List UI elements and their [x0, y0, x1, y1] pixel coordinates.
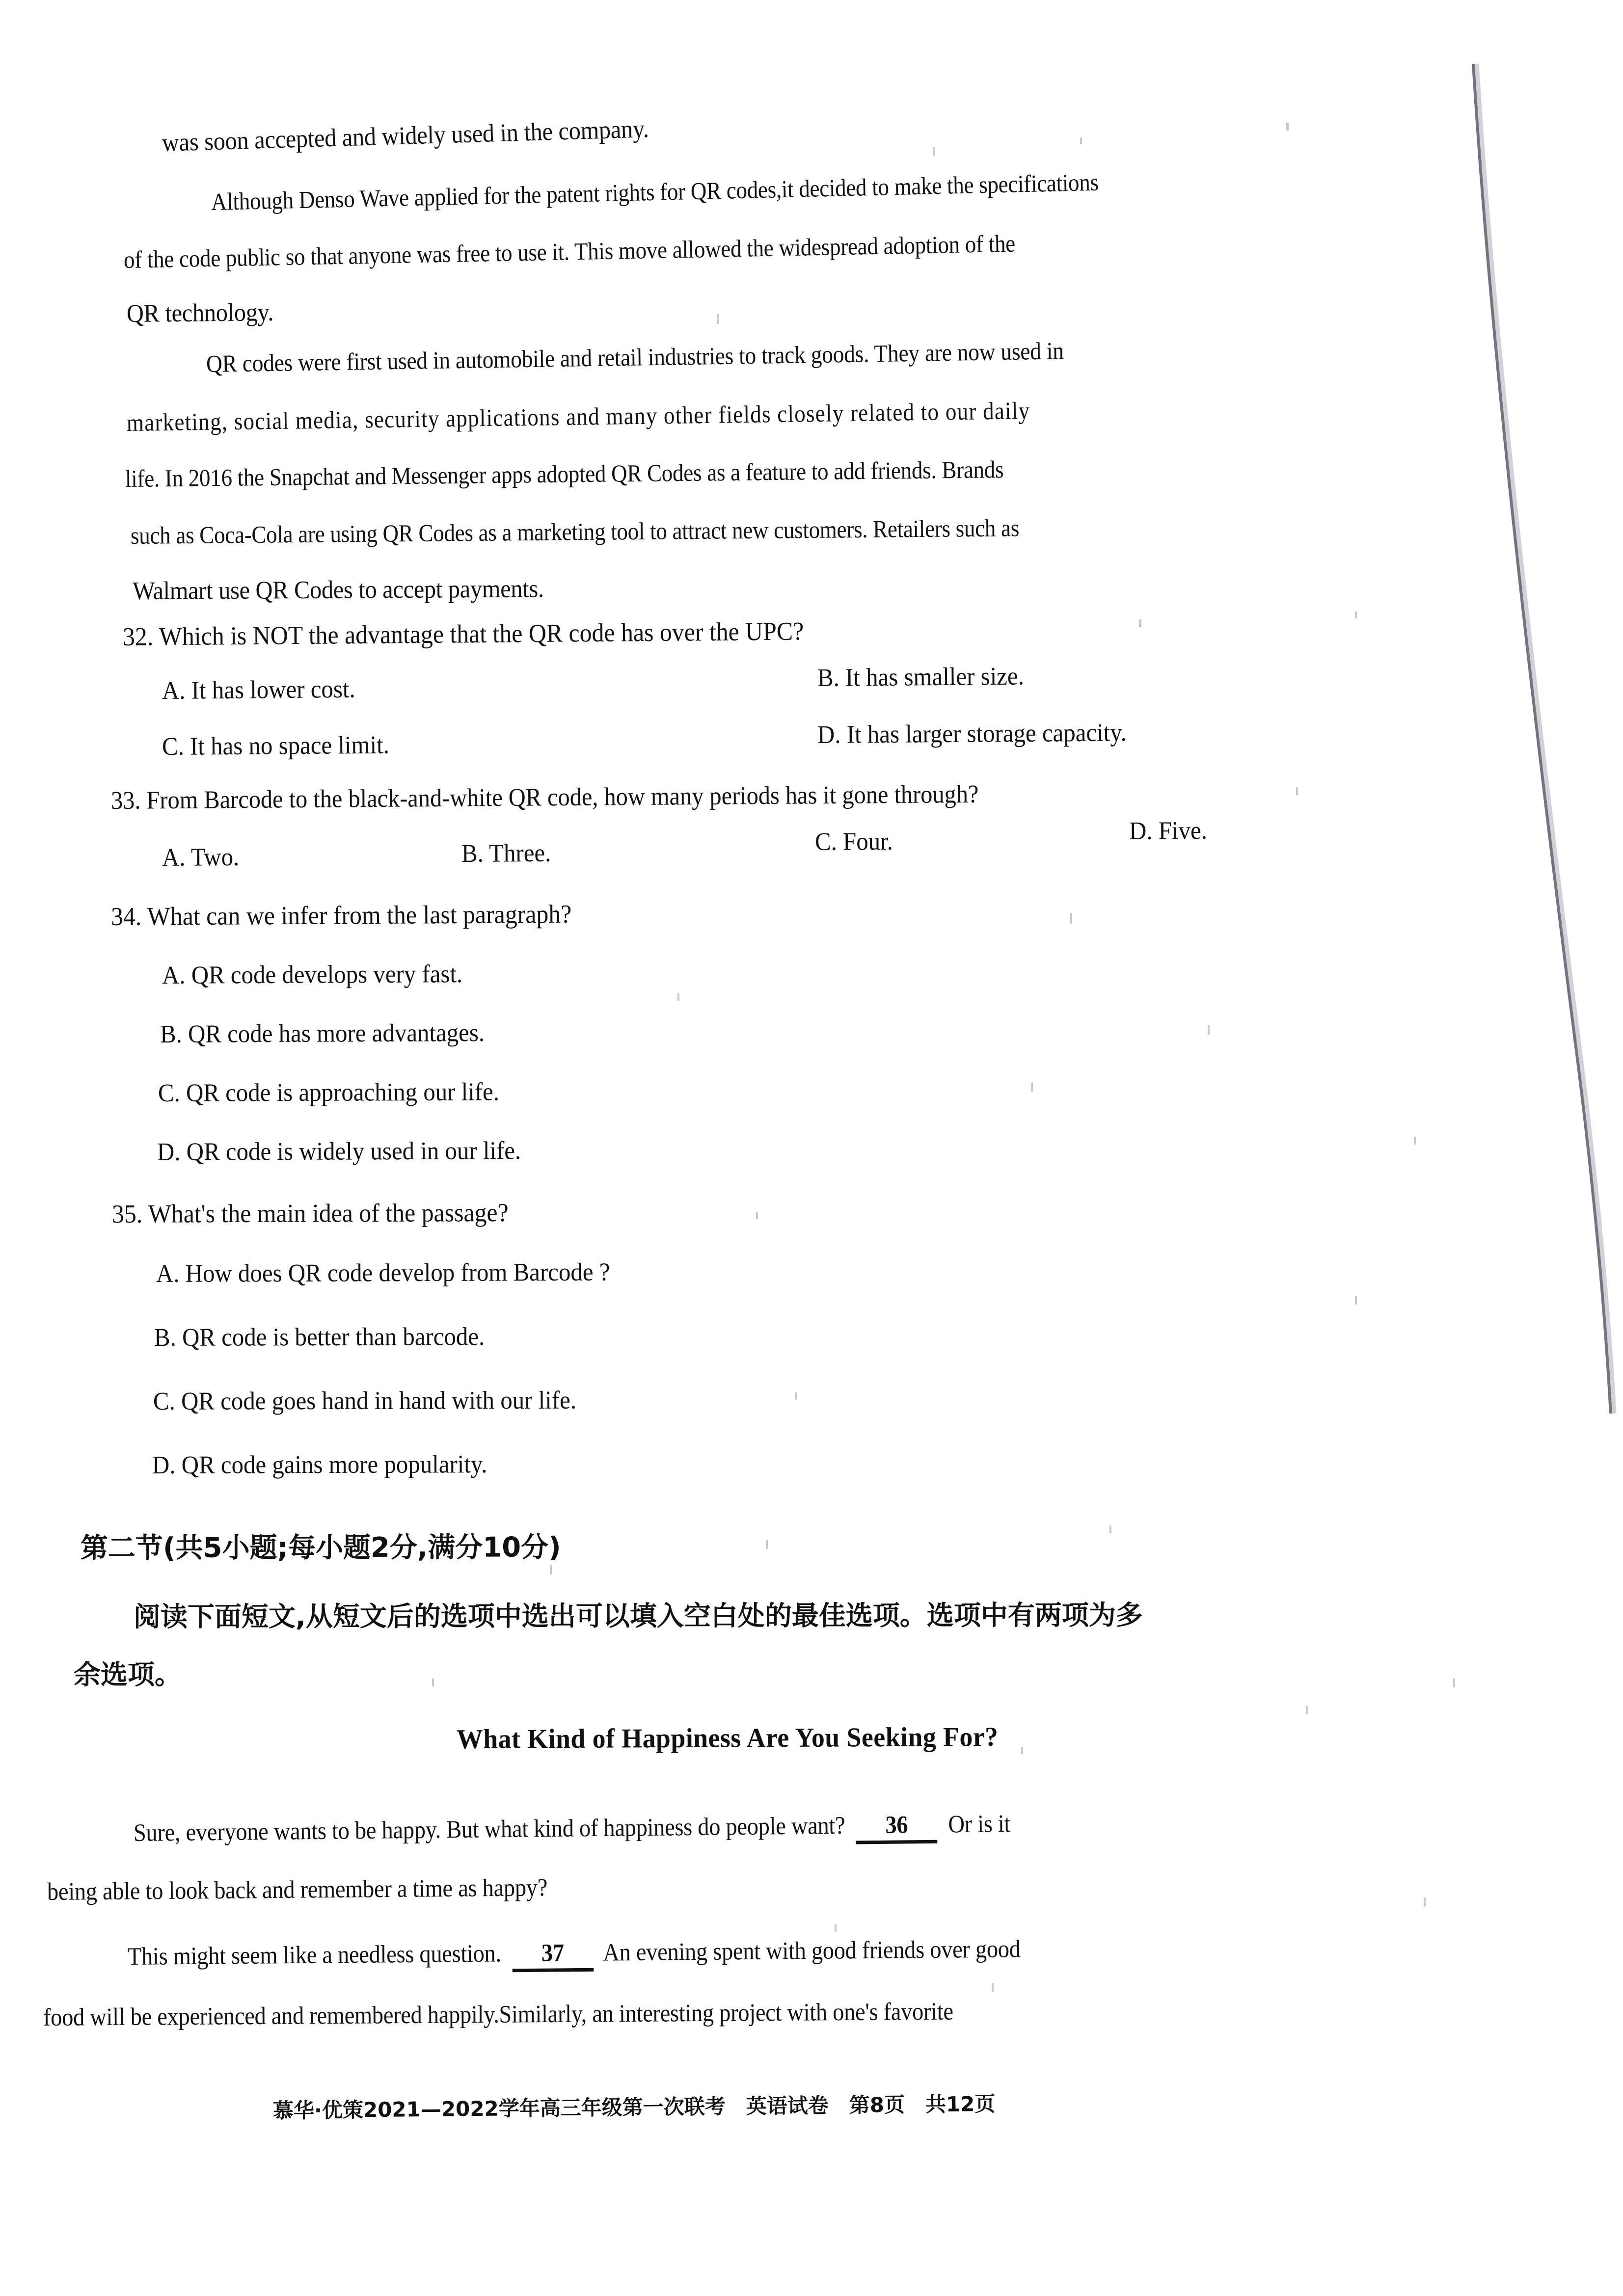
option-34-B[interactable]: [160, 1018, 485, 1049]
scan-speck: [1031, 1083, 1033, 1092]
scan-speck: [677, 993, 679, 1001]
passage-text-before-blank: Sure, everyone wants to be happy. But what kind of happiness do people want?: [133, 1812, 845, 1847]
passage-line: Walmart use QR Codes to accept payments.: [132, 575, 544, 605]
option-label: C.: [814, 828, 837, 856]
option-text: QR code is better than barcode.: [182, 1323, 485, 1352]
passage-text-after-blank: Or is it: [948, 1810, 1011, 1839]
passage-line: marketing, social media, security applications and many other fields closely related to our daily: [126, 397, 1030, 436]
scan-speck: [1306, 1706, 1308, 1714]
option-35-B[interactable]: [154, 1322, 485, 1352]
passage-line: QR technology.: [126, 298, 274, 328]
scan-speck: [1080, 137, 1082, 144]
scan-speck: [1109, 1525, 1111, 1533]
question-number: 34.: [110, 902, 142, 931]
option-text: Five.: [1158, 816, 1208, 845]
scan-speck: [766, 1540, 768, 1549]
scan-speck: [1139, 619, 1141, 627]
scan-speck: [1021, 1747, 1023, 1754]
question-34: [111, 900, 572, 932]
option-text: It has no space limit.: [189, 731, 390, 761]
option-32-B[interactable]: [817, 662, 1024, 693]
option-33-C[interactable]: [815, 827, 893, 856]
question-35: [112, 1198, 509, 1229]
option-35-C[interactable]: [153, 1386, 576, 1416]
section-heading: 第二节(共5小题;每小题2分,满分10分): [80, 1531, 561, 1564]
option-text: It has larger storage capacity.: [846, 719, 1127, 749]
option-text: QR code is approaching our life.: [186, 1078, 500, 1107]
scan-speck: [835, 1924, 837, 1932]
scan-speck: [550, 1565, 552, 1575]
option-text: QR code develops very fast.: [191, 960, 463, 989]
option-label: A.: [162, 961, 186, 989]
page-footer: 慕华·优策2021—2022学年高三年级第一次联考 英语试卷 第8页 共12页: [272, 2091, 996, 2123]
scan-speck: [933, 147, 935, 156]
option-label: D.: [152, 1451, 176, 1479]
scan-speck: [1355, 612, 1357, 618]
scan-speck: [1296, 787, 1298, 795]
section-instruction-line-2: 余选项。: [73, 1658, 182, 1690]
answer-blank-37[interactable]: 37: [512, 1939, 594, 1972]
passage-body-line: being able to look back and remember a time as happy?: [47, 1874, 548, 1906]
scan-speck: [1208, 1025, 1210, 1035]
option-label: C.: [162, 732, 185, 761]
scan-speck: [795, 1392, 797, 1400]
option-text: Three.: [489, 839, 551, 868]
question-number: 33.: [110, 786, 141, 815]
scan-speck: [1355, 1296, 1357, 1305]
option-33-A[interactable]: [162, 843, 240, 872]
option-34-A[interactable]: [162, 960, 462, 990]
question-33: [111, 780, 979, 815]
question-number: 32.: [122, 622, 154, 651]
passage-text-after-blank: An evening spent with good friends over good: [603, 1935, 1021, 1967]
question-stem: What can we infer from the last paragraph?: [147, 900, 572, 931]
option-34-C[interactable]: [158, 1077, 499, 1108]
passage-line: Although Denso Wave applied for the patent rights for QR codes,it decided to make the specifications: [211, 168, 1099, 215]
option-text: QR code is widely used in our life.: [186, 1137, 521, 1166]
passage-text-before-blank: This might seem like a needless question.: [127, 1940, 502, 1971]
option-text: It has lower cost.: [191, 675, 355, 705]
option-label: A.: [162, 676, 186, 705]
option-label: A.: [162, 843, 186, 872]
option-32-D[interactable]: [817, 718, 1127, 749]
section-instruction-line-1: 阅读下面短文,从短文后的选项中选出可以填入空白处的最佳选项。选项中有两项为多: [133, 1599, 1143, 1632]
option-label: A.: [156, 1259, 180, 1288]
option-33-B[interactable]: [461, 839, 551, 868]
question-number: 35.: [111, 1200, 143, 1228]
passage-title: What Kind of Happiness Are You Seeking For?: [456, 1721, 999, 1755]
passage-body-line: [134, 1810, 1011, 1852]
option-32-A[interactable]: [162, 675, 355, 705]
option-text: Four.: [842, 827, 893, 856]
page-edge-shadow: [1417, 0, 1623, 1423]
passage-line: of the code public so that anyone was free to use it. This move allowed the widespread adoption of the: [123, 229, 1016, 273]
option-text: QR code gains more popularity.: [181, 1450, 487, 1479]
option-text: QR code goes hand in hand with our life.: [181, 1386, 577, 1415]
option-label: D.: [817, 721, 841, 749]
scan-speck: [1286, 123, 1289, 131]
passage-line: was soon accepted and widely used in the company.: [162, 115, 649, 157]
scan-speck: [717, 314, 719, 324]
scan-speck: [992, 1983, 994, 1992]
passage-line: QR codes were first used in automobile and retail industries to track goods. They are now used in: [206, 337, 1064, 377]
option-32-C[interactable]: [162, 731, 389, 761]
scan-speck: [1424, 1897, 1426, 1906]
option-33-D[interactable]: [1129, 816, 1207, 846]
option-label: B.: [154, 1323, 176, 1352]
option-text: QR code has more advantages.: [188, 1018, 485, 1048]
question-32: [123, 616, 804, 652]
option-label: B.: [461, 839, 484, 868]
scan-speck: [756, 1212, 758, 1219]
passage-body-line: [128, 1935, 1021, 1976]
scan-speck: [1070, 913, 1072, 924]
option-35-D[interactable]: [152, 1450, 487, 1480]
option-34-D[interactable]: [157, 1136, 521, 1167]
option-label: B.: [160, 1020, 182, 1048]
scan-speck: [1414, 1137, 1416, 1145]
option-label: C.: [158, 1079, 180, 1107]
option-label: D.: [157, 1138, 181, 1166]
question-stem: What's the main idea of the passage?: [148, 1199, 509, 1228]
option-label: B.: [817, 664, 840, 692]
passage-line: life. In 2016 the Snapchat and Messenger apps adopted QR Codes as a feature to add friends. Brands: [125, 455, 1004, 492]
passage-line: such as Coca-Cola are using QR Codes as a marketing tool to attract new customers. Retailers such as: [130, 514, 1020, 549]
question-stem: Which is NOT the advantage that the QR code has over the UPC?: [159, 617, 804, 651]
option-text: It has smaller size.: [845, 662, 1025, 692]
option-label: C.: [153, 1387, 175, 1415]
scan-speck: [432, 1679, 434, 1686]
question-stem: From Barcode to the black-and-white QR code, how many periods has it gone through?: [146, 780, 979, 815]
option-text: How does QR code develop from Barcode ?: [185, 1258, 610, 1288]
passage-body-line: food will be experienced and remembered happily.Similarly, an interesting project with one's favorite: [43, 1998, 953, 2031]
option-35-A[interactable]: [156, 1258, 610, 1288]
option-text: Two.: [190, 843, 240, 872]
answer-blank-36[interactable]: 36: [856, 1811, 937, 1844]
scan-speck: [1453, 1679, 1455, 1687]
option-label: D.: [1129, 817, 1153, 845]
